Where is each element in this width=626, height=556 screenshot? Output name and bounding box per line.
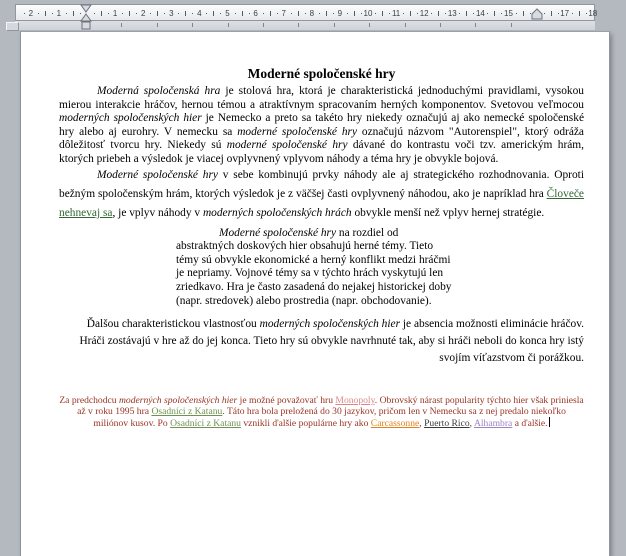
ruler-number: 12 bbox=[419, 9, 429, 18]
ruler-quarter-dot bbox=[586, 13, 587, 14]
ruler-half-tick bbox=[523, 11, 524, 16]
text-run: , bbox=[419, 418, 425, 430]
default-tabstop-tick bbox=[511, 23, 512, 27]
ruler-half-tick bbox=[354, 11, 355, 16]
horizontal-ruler[interactable] bbox=[15, 4, 598, 21]
text-run: Moderné spoločenské hry bbox=[97, 169, 218, 181]
link-carcassonne[interactable]: Carcassonne bbox=[370, 418, 420, 430]
ruler-quarter-dot bbox=[558, 13, 559, 14]
ruler-quarter-dot bbox=[572, 13, 573, 14]
default-tabstop-tick bbox=[192, 23, 193, 27]
ruler-quarter-dot bbox=[192, 13, 193, 14]
ruler-half-tick bbox=[270, 11, 271, 16]
text-run: moderných spoločenských hier bbox=[118, 395, 238, 407]
paragraph-history-red bbox=[59, 395, 584, 429]
ruler-half-tick bbox=[298, 11, 299, 16]
text-run: označujú názvom "Autorenspiel", ktorý odráža dôležitosť tvorcu hry. Niekedy sú bbox=[59, 125, 584, 151]
ruler-quarter-dot bbox=[403, 13, 404, 14]
ruler-half-tick bbox=[185, 11, 186, 16]
ruler-number: 8 bbox=[309, 9, 315, 18]
text-run: moderné spoločenské hry bbox=[226, 139, 348, 151]
left-indent-marker[interactable] bbox=[80, 4, 92, 30]
ruler-half-tick bbox=[579, 11, 580, 16]
ruler-number: 17 bbox=[560, 9, 570, 18]
paragraph-elimination-right-aligned bbox=[59, 316, 584, 367]
text-run: vznikli ďalšie populárne hry ako bbox=[240, 418, 371, 430]
right-indent-marker[interactable] bbox=[531, 4, 543, 21]
text-run: moderných spoločenských hrách bbox=[202, 207, 352, 220]
ruler-quarter-dot bbox=[66, 13, 67, 14]
ruler-half-tick bbox=[45, 11, 46, 16]
ruler-half-tick bbox=[410, 11, 411, 16]
ruler-quarter-dot bbox=[220, 13, 221, 14]
ruler-half-tick bbox=[213, 11, 214, 16]
text-run: moderné spoločenské hry bbox=[237, 125, 358, 138]
ruler-half-tick bbox=[242, 11, 243, 16]
ruler-number: 10 bbox=[363, 9, 373, 18]
default-tabstop-tick bbox=[475, 23, 476, 27]
default-tabstop-tick bbox=[334, 23, 335, 27]
ruler-quarter-dot bbox=[108, 13, 109, 14]
ruler-quarter-dot bbox=[544, 13, 545, 14]
default-tabstop-tick bbox=[298, 23, 299, 27]
ruler-quarter-dot bbox=[501, 13, 502, 14]
ruler-quarter-dot bbox=[487, 13, 488, 14]
ruler-quarter-dot bbox=[164, 13, 165, 14]
ruler-quarter-dot bbox=[150, 13, 151, 14]
default-tabstop-tick bbox=[228, 23, 229, 27]
ruler-quarter-dot bbox=[333, 13, 334, 14]
ruler-number: 7 bbox=[281, 9, 286, 18]
text-run: Moderné spoločenské hry bbox=[219, 226, 337, 239]
link-puerto-rico[interactable]: Puerto Rico bbox=[424, 418, 470, 430]
ruler-quarter-dot bbox=[52, 13, 53, 14]
ruler-number: 13 bbox=[447, 9, 457, 18]
text-run: obvykle menší než vplyv hernej stratégie. bbox=[351, 207, 545, 220]
ruler-quarter-dot bbox=[291, 13, 292, 14]
ruler-quarter-dot bbox=[263, 13, 264, 14]
text-run: moderných spoločenských hier bbox=[59, 112, 202, 124]
ruler-tabstop-strip bbox=[15, 21, 595, 30]
ruler-number: 18 bbox=[588, 9, 598, 18]
ruler-quarter-dot bbox=[94, 13, 95, 14]
ruler-number: 9 bbox=[337, 9, 343, 18]
default-tabstop-tick bbox=[263, 23, 264, 27]
default-tabstop-tick bbox=[440, 23, 441, 27]
default-tabstop-tick bbox=[405, 23, 406, 27]
text-run: , je vplyv náhody v bbox=[112, 207, 203, 220]
ruler-number: 1 bbox=[56, 9, 62, 18]
text-run: Moderná spoločenská hra bbox=[97, 85, 221, 97]
ruler-number: 4 bbox=[197, 9, 202, 18]
text-run: moderných spoločenských hier bbox=[259, 318, 401, 331]
text-run: Ďalšou charakteristickou vlastnosťou bbox=[86, 318, 260, 331]
ruler-quarter-dot bbox=[122, 13, 123, 14]
default-tabstop-tick bbox=[121, 23, 122, 27]
ruler-quarter-dot bbox=[431, 13, 432, 14]
default-tabstop-tick bbox=[157, 23, 158, 27]
ruler-quarter-dot bbox=[319, 13, 320, 14]
ruler-number: 5 bbox=[225, 9, 230, 18]
ruler-number: 11 bbox=[391, 9, 401, 18]
paragraph-intro bbox=[59, 85, 584, 166]
text-run: je stolová hra, ktorá je charakteristická jednoduchými pravidlami, vysokou mierou interakcie hráčov, hernou témou a atraktívnym spracovaním herných komponentov. Svetovou veľmocou bbox=[59, 85, 584, 111]
document-title: Moderné spoločenské hry bbox=[247, 66, 396, 81]
ruler-quarter-dot bbox=[136, 13, 137, 14]
default-tabstop-tick bbox=[369, 23, 370, 27]
ruler-half-tick bbox=[551, 11, 552, 16]
ruler-number: 2 bbox=[28, 9, 34, 18]
ruler-number: 3 bbox=[169, 9, 174, 18]
ruler-quarter-dot bbox=[417, 13, 418, 14]
ruler-quarter-dot bbox=[249, 13, 250, 14]
ruler-quarter-dot bbox=[178, 13, 179, 14]
document-body bbox=[21, 32, 609, 429]
paragraph-themes-indented bbox=[176, 227, 458, 309]
ruler-quarter-dot bbox=[277, 13, 278, 14]
ruler-quarter-dot bbox=[445, 13, 446, 14]
text-run: . Táto hra bola preložená do 30 jazykov, pričom len v Nemecku sa z nej predalo niekoľko miliónov kusov. Po bbox=[93, 406, 566, 430]
ruler-quarter-dot bbox=[206, 13, 207, 14]
ruler-quarter-dot bbox=[235, 13, 236, 14]
ruler-quarter-dot bbox=[38, 13, 39, 14]
ruler-half-tick bbox=[494, 11, 495, 16]
ruler-half-tick bbox=[73, 11, 74, 16]
ruler-quarter-dot bbox=[516, 13, 517, 14]
ruler-number: 14 bbox=[475, 9, 485, 18]
ruler-half-tick bbox=[157, 11, 158, 16]
link-osadnici-z-katanu[interactable]: Osadníci z Katanu bbox=[170, 418, 241, 430]
tab-selector-button[interactable] bbox=[6, 22, 19, 31]
ruler-half-tick bbox=[438, 11, 439, 16]
ruler-quarter-dot bbox=[389, 13, 390, 14]
paragraph-randomness bbox=[59, 166, 584, 224]
link-alhambra[interactable]: Alhambra bbox=[473, 418, 513, 430]
ruler-quarter-dot bbox=[361, 13, 362, 14]
text-run: je Nemecko a preto sa takéto hry niekedy označujú aj ako nemecké spoločenské hry alebo aj eurohry. V nemecku sa bbox=[59, 112, 584, 138]
ruler-quarter-dot bbox=[459, 13, 460, 14]
ruler-number: 2 bbox=[140, 9, 146, 18]
text-run: je absencia možnosti eliminácie hráčov. Hráči zostávajú v hre až do jej konca. Tieto hry sú obvykle navrhnuté tak, aby si hráči neboli do konca hry istý svojím víťazstvom či porážkou. bbox=[79, 318, 584, 365]
ruler-number: 6 bbox=[253, 9, 258, 18]
ruler-half-tick bbox=[129, 11, 130, 16]
ruler-half-tick bbox=[326, 11, 327, 16]
ruler-number: 1 bbox=[112, 9, 118, 18]
text-run: dávané do kontrastu voči tzv. americkým hrám, ktorých priebeh a výsledok je viacej ovplyvnený vplyvom náhody a téma hry je obvykle bojová. bbox=[59, 139, 584, 165]
ruler-half-tick bbox=[466, 11, 467, 16]
ruler-quarter-dot bbox=[375, 13, 376, 14]
ruler-half-tick bbox=[382, 11, 383, 16]
link-osadnici-z-katanu[interactable]: Osadníci z Katanu bbox=[151, 406, 223, 418]
text-run: , bbox=[469, 418, 474, 430]
ruler-half-tick bbox=[101, 11, 102, 16]
text-run: v sebe kombinujú prvky náhody ale aj strategického rozhodnovania. Oproti bežným spoločenským hrám, ktorých výsledok je z väčšej časti ovplyvnený náhodou, ako je napríklad hra bbox=[59, 169, 584, 201]
text-run: je možné považovať hru bbox=[237, 395, 336, 407]
text-cursor bbox=[549, 417, 550, 427]
paragraph-history-runs bbox=[59, 395, 583, 429]
document-page[interactable] bbox=[20, 31, 610, 556]
text-run: a ďalšie. bbox=[512, 418, 548, 430]
ruler-number: 15 bbox=[504, 9, 513, 18]
text-run: na rozdiel od abstraktných doskových hier obsahujú herné témy. Tieto témy sú obvykle ekonomické a herný konflikt medzi hráčmi je nepriamy. Vojnové témy sa v týchto hrách vyskytujú len zriedkavo. Hra je často zasadená do nejakej historickej doby (napr. stredovek) alebo prostredia (napr. obchodovanie). bbox=[176, 226, 452, 307]
link-clovece-nehnevaj-sa[interactable]: Človeče nehnevaj sa bbox=[59, 188, 584, 220]
text-run: . Obrovský nárast popularity týchto hier však priniesla až v roku 1995 hra bbox=[77, 395, 584, 418]
text-run: Za predchodcu bbox=[59, 395, 119, 407]
ruler-quarter-dot bbox=[347, 13, 348, 14]
ruler-quarter-dot bbox=[473, 13, 474, 14]
link-monopoly[interactable]: Monopoly bbox=[335, 395, 375, 407]
ruler-quarter-dot bbox=[24, 13, 25, 14]
ruler-quarter-dot bbox=[305, 13, 306, 14]
